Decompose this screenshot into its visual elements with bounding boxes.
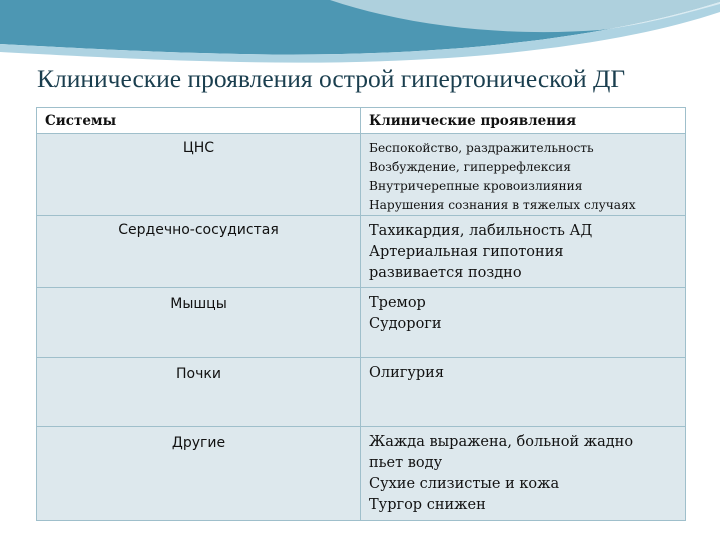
manifestation-line: пьет воду (369, 455, 443, 471)
manifestation-line: Судороги (369, 316, 442, 332)
table-header-row (37, 108, 686, 134)
manifestation-line: Тремор (369, 295, 426, 311)
manifestation-line: Возбуждение, гиперрефлексия (369, 160, 571, 174)
manifestations-table (36, 107, 686, 521)
system-cell: Почки (37, 358, 361, 427)
manifestation-line: Тургор снижен (369, 497, 486, 513)
manifestation-line: Внутричерепные кровоизлияния (369, 179, 583, 193)
table-row (37, 216, 686, 288)
page-title: Клинические проявления острой гипертонической ДГ (37, 64, 626, 93)
manifestations-cell (361, 216, 686, 288)
manifestation-line: Сухие слизистые и кожа (369, 476, 560, 492)
table-row (37, 427, 686, 521)
manifestation-line: Артериальная гипотония (369, 244, 564, 260)
header-systems: Системы (37, 108, 361, 134)
manifestations-cell (361, 134, 686, 216)
system-cell: Сердечно-сосудистая (37, 216, 361, 288)
table-row (37, 134, 686, 216)
system-cell: Другие (37, 427, 361, 521)
manifestation-line: Жажда выражена, больной жадно (369, 434, 634, 450)
header-manifestations: Клинические проявления (361, 108, 686, 134)
system-cell: Мышцы (37, 288, 361, 358)
table-row (37, 288, 686, 358)
manifestation-line: Тахикардия, лабильность АД (369, 223, 593, 239)
manifestation-line: Нарушения сознания в тяжелых случаях (369, 198, 636, 212)
table-row (37, 358, 686, 427)
manifestations-cell (361, 358, 686, 427)
manifestation-line: Беспокойство, раздражительность (369, 141, 594, 155)
manifestation-line: Олигурия (369, 365, 444, 381)
system-cell: ЦНС (37, 134, 361, 216)
manifestations-cell (361, 427, 686, 521)
manifestations-cell (361, 288, 686, 358)
header-wave-decoration (0, 0, 720, 70)
manifestation-line: развивается поздно (369, 265, 522, 281)
